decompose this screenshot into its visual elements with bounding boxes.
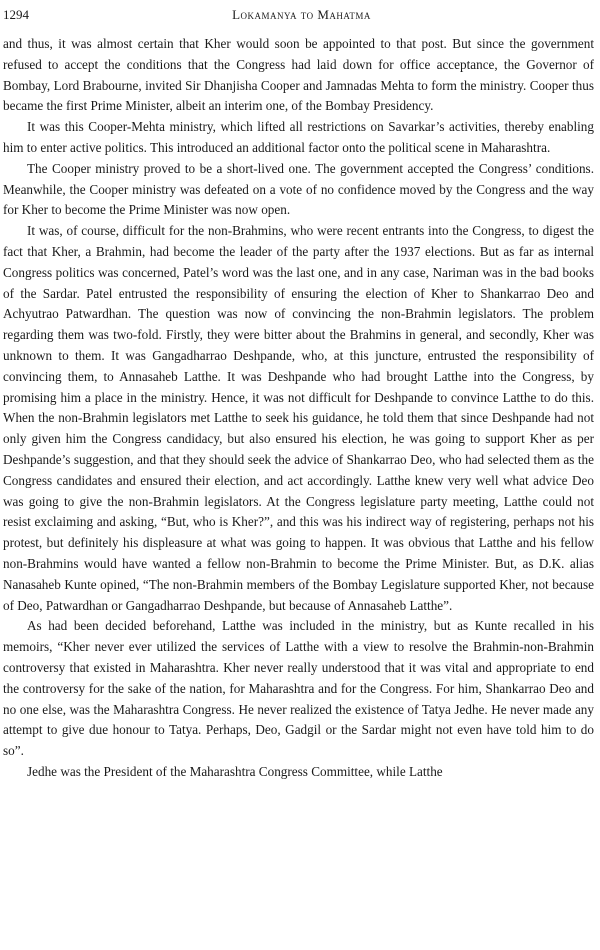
paragraph: It was this Cooper-Mehta ministry, which lifted all restrictions on Savarkar’s activities, thereby enabling him to enter active politics. This introduced an additional factor onto the political scene in Maharashtra. xyxy=(3,119,594,155)
running-title: Lokamanya to Mahatma xyxy=(232,7,371,22)
paragraph: It was, of course, difficult for the non-Brahmins, who were recent entrants into the Congress, to digest the fact that Kher, a Brahmin, had become the leader of the party after the 1937 elections. But as far as internal Congress politics was concerned, Patel’s word was the last one, and in any case, Nariman was in the bad books of the Sardar. Patel entrusted the responsibility of ensuring the election of Kher to Shankarrao Deo and Achyutrao Patwardhan. The question was now of convincing the non-Brahmin legislators. The problem regarding them was two-fold. Firstly, they were bitter about the Brahmins in general, and secondly, Kher was unknown to them. It was Gangadharrao Deshpande, who, at this juncture, entrusted the responsibility of convincing them, to Annasaheb Latthe. It was Deshpande who had brought Latthe into the Congress, by promising him a place in the ministry. Hence, it was not difficult for Deshpande to convince Latthe to do this. When the non-Brahmin legislators met Latthe to seek his guidance, he told them that since Deshpande had not only given him the Congress candidacy, but also ensured his election, he was going to support Kher as per Deshpande’s suggestion, and that they should seek the advice of Shankarrao Deo, who had selected them as the Congress candidates and ensured their election, and act accordingly. Latthe knew very well what advice Deo was going to give the non-Brahmin legislators. At the Congress legislature party meeting, Latthe could not resist exclaiming and asking, “But, who is Kher?”, and this was his indirect way of registering, perhaps not his protest, but definitely his displeasure at what was going to happen. It was obvious that Latthe and his fellow non-Brahmins would have wanted a fellow non-Brahmin to become the Prime Minister. But, as D.K. alias Nanasaheb Kunte opined, “The non-Brahmin members of the Bombay Legislature supported Kher, not because of Deo, Patwardhan or Gangadharrao Deshpande, but because of Annasaheb Latthe”. xyxy=(3,223,594,613)
paragraph: As had been decided beforehand, Latthe was included in the ministry, but as Kunte recalled in his memoirs, “Kher never ever utilized the services of Latthe with a view to resolve the Brahmin-non-Brahmin controversy that existed in Maharashtra. Kher never really understood that it was vital and appropriate to end the controversy for the sake of the nation, for Maharashtra and for the Congress. For him, Shankarrao Deo and no one else, was the Maharashtra Congress. He never realized the existence of Tatya Jedhe. He never made any attempt to give due honour to Tatya. Perhaps, Deo, Gadgil or the Sardar might not even have told him to do so”. xyxy=(3,618,594,759)
paragraph: and thus, it was almost certain that Kher would soon be appointed to that post. But since the government refused to accept the conditions that the Congress had laid down for office acceptance, the Governor of Bombay, Lord Brabourne, invited Sir Dhanjisha Cooper and Jamnadas Mehta to form the ministry. Cooper thus became the first Prime Minister, albeit an interim one, of the Bombay Presidency. xyxy=(3,36,594,114)
page-header xyxy=(3,6,600,24)
paragraph: The Cooper ministry proved to be a short-lived one. The government accepted the Congress’ conditions. Meanwhile, the Cooper ministry was defeated on a vote of no confidence moved by the Congress and the way for Kher to become the Prime Minister was now open. xyxy=(3,160,594,218)
paragraph: Jedhe was the President of the Maharashtra Congress Committee, while Latthe xyxy=(27,763,443,779)
body-text xyxy=(3,34,594,783)
page-number: 1294 xyxy=(3,7,29,22)
